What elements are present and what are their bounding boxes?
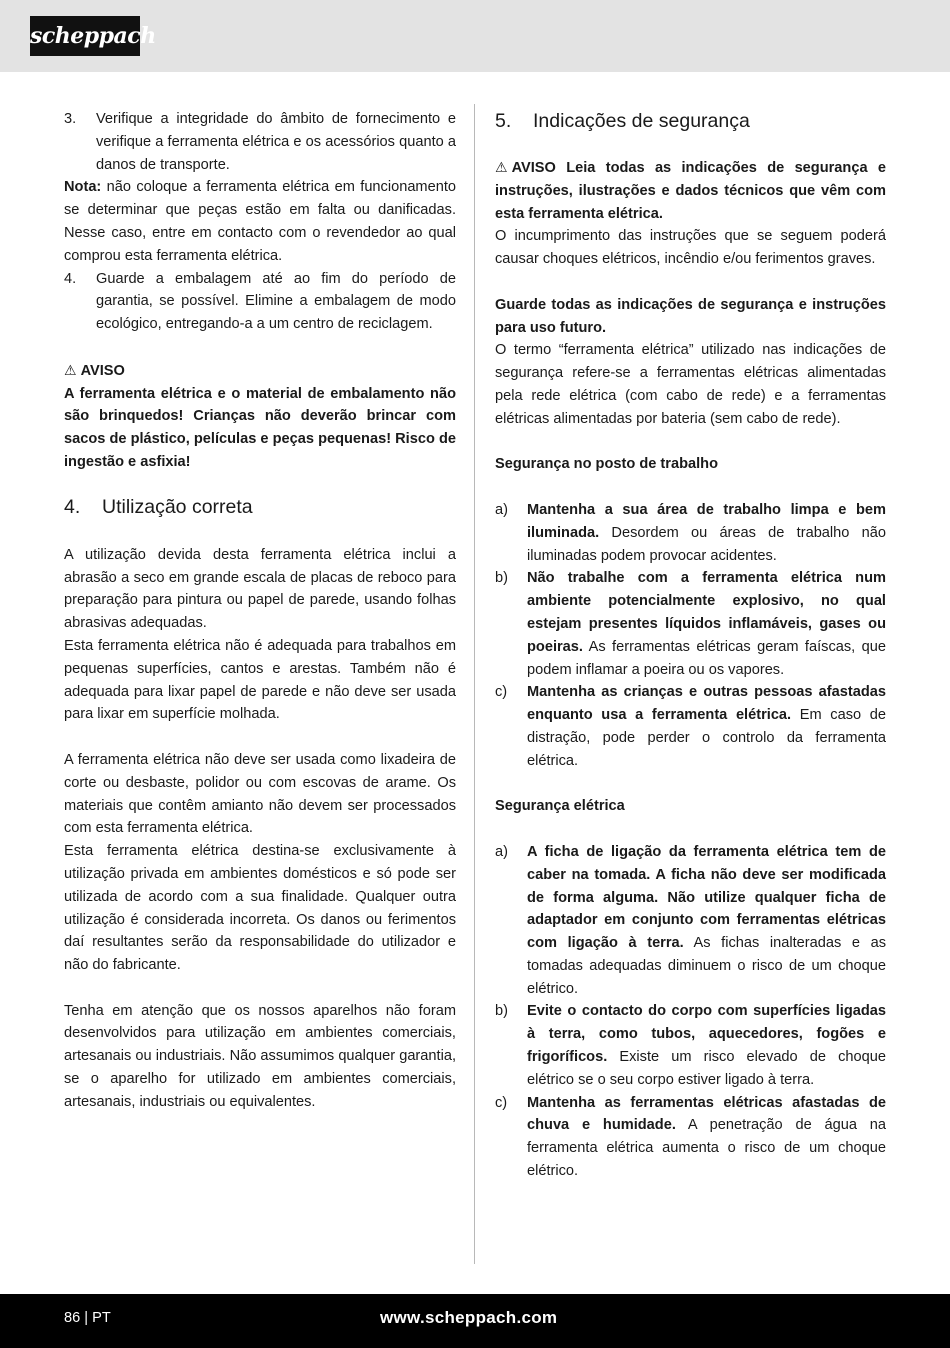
website-url: www.scheppach.com: [380, 1308, 558, 1327]
warning-icon: ⚠: [64, 361, 77, 378]
list-item: [495, 499, 886, 567]
item-text: A ficha de ligação da ferramenta elétrica tem de caber na tomada. A ficha não deve ser modificada de forma alguma. Não utilize qualquer ficha de adaptador em conjunto com ferramentas elétricas com ligação à terra. As fichas inalteradas e as tomadas adequadas diminuem o risco de um choque elétrico.: [527, 843, 886, 997]
item-text: Verifique a integridade do âmbito de fornecimento e verifique a ferramenta elétrica e os acessórios quanto a danos de transporte.: [96, 111, 456, 173]
item-letter: b): [495, 1003, 508, 1020]
warning-text: O incumprimento das instruções que se seguem poderá causar choques elétricos, incêndio e/ou ferimentos graves.: [495, 228, 886, 268]
page-header: [0, 0, 950, 72]
keep-instructions-text: O termo “ferramenta elétrica” utilizado nas indicações de segurança refere-se a ferramentas elétricas alimentadas pela rede elétrica (com cabo de rede) e a ferramentas elétricas alimentadas por bateria (sem cabo de rede).: [495, 342, 886, 427]
section-title: Indicações de segurança: [533, 110, 750, 132]
item-letter: b): [495, 570, 508, 587]
list-item: [495, 841, 886, 1001]
item-number: 3.: [64, 111, 77, 127]
paragraph: Esta ferramenta elétrica não é adequada para trabalhos em pequenas superfícies, cantos e arestas. Também não é adequada para lixar papel de parede e não deve ser usada para lixar em superfície molhada.: [64, 637, 456, 723]
warning-title-line: [64, 359, 456, 383]
paragraph: Esta ferramenta elétrica destina-se exclusivamente à utilização privada em ambientes domésticos e só pode ser utilizada de acordo com a sua finalidade. Qualquer outra utilização é considerada incorreta. Os danos ou ferimentos daí resultantes serão da responsabilidade do utilizador e não do fabricante.: [64, 843, 456, 974]
section-number: 4.: [64, 495, 81, 518]
list-item: [64, 268, 456, 336]
note-paragraph: [64, 176, 456, 267]
item-text: Não trabalhe com a ferramenta elétrica num ambiente potencialmente explosivo, no qual estejam presentes líquidos inflamáveis, gases ou poeiras. As ferramentas elétricas geram faíscas, que podem inflamar a poeira ou os vapores.: [527, 570, 886, 678]
warning-icon: ⚠: [495, 159, 508, 175]
item-letter: a): [495, 843, 508, 860]
page-number: 86 | PT: [64, 1310, 111, 1326]
note-label: Nota:: [64, 179, 102, 196]
page-footer: [0, 1294, 950, 1348]
right-column: [495, 108, 886, 1183]
section-number: 5.: [495, 110, 512, 132]
list-item: [495, 567, 886, 681]
subsection-heading: Segurança no posto de trabalho: [495, 456, 718, 473]
item-letter: c): [495, 684, 508, 701]
item-text: Mantenha as crianças e outras pessoas afastadas enquanto usa a ferramenta elétrica. Em caso de distração, pode perder o controlo da ferramenta elétrica.: [527, 684, 886, 769]
list-item: [495, 681, 886, 772]
item-text: Mantenha as ferramentas elétricas afastadas de chuva e humidade. A penetração de água na ferramenta elétrica aumenta o risco de um choque elétrico.: [527, 1094, 886, 1180]
column-divider: [474, 104, 475, 1264]
left-column: [64, 108, 456, 1114]
keep-instructions-bold: Guarde todas as indicações de segurança e instruções para uso futuro.: [495, 296, 886, 336]
brand-logo: scheppach: [30, 16, 140, 56]
warning-bold: ⚠ AVISO Leia todas as indicações de segurança e instruções, ilustrações e dados técnicos que vêm com esta ferramenta elétrica.: [495, 156, 886, 225]
subsection-heading: Segurança elétrica: [495, 798, 625, 815]
section-heading: [495, 108, 886, 134]
paragraph: A utilização devida desta ferramenta elétrica inclui a abrasão a seco em grande escala de placas de reboco para preparação para pintura ou papel de parede, usando folhas abrasivas adequadas.: [64, 546, 456, 632]
warning-title: AVISO: [80, 362, 125, 379]
item-text: Guarde a embalagem até ao fim do período de garantia, se possível. Elimine a embalagem de modo ecológico, entregando-a a um centro de reciclagem.: [96, 270, 456, 333]
item-letter: a): [495, 501, 508, 518]
section-heading: [64, 494, 456, 520]
note-text: não coloque a ferramenta elétrica em funcionamento se determinar que peças estão em falta ou danificadas. Nesse caso, entre em contacto com o revendedor ao qual comprou esta ferramenta elétrica.: [64, 179, 456, 264]
item-text: Evite o contacto do corpo com superfícies ligadas à terra, como tubos, aquecedores, fogões e frigoríficos. Existe um risco elevado de choque elétrico se o seu corpo estiver ligado à terra.: [527, 1003, 886, 1088]
workplace-list: [495, 499, 886, 773]
item-text: Mantenha a sua área de trabalho limpa e bem iluminada. Desordem ou áreas de trabalho não iluminadas podem provocar acidentes.: [527, 501, 886, 564]
list-item: [495, 1000, 886, 1091]
electric-list: [495, 841, 886, 1183]
list-item: [64, 108, 456, 176]
paragraph: A ferramenta elétrica não deve ser usada como lixadeira de corte ou desbaste, polidor ou com escovas de arame. Os materiais que contêm amianto não devem ser processados com esta ferramenta elétrica.: [64, 751, 456, 837]
section-title: Utilização correta: [102, 495, 253, 518]
list-item: [495, 1092, 886, 1183]
item-number: 4.: [64, 270, 77, 287]
item-letter: c): [495, 1094, 508, 1111]
paragraph: Tenha em atenção que os nossos aparelhos não foram desenvolvidos para utilização em ambientes comerciais, artesanais ou industriais. Não assumimos qualquer garantia, se o aparelho for utilizado em ambientes comerciais, artesanais, industriais ou equivalentes.: [64, 1002, 456, 1110]
warning-text: A ferramenta elétrica e o material de embalamento não são brinquedos! Crianças não deverão brincar com sacos de plástico, películas e peças pequenas! Risco de ingestão e asfixia!: [64, 385, 456, 470]
